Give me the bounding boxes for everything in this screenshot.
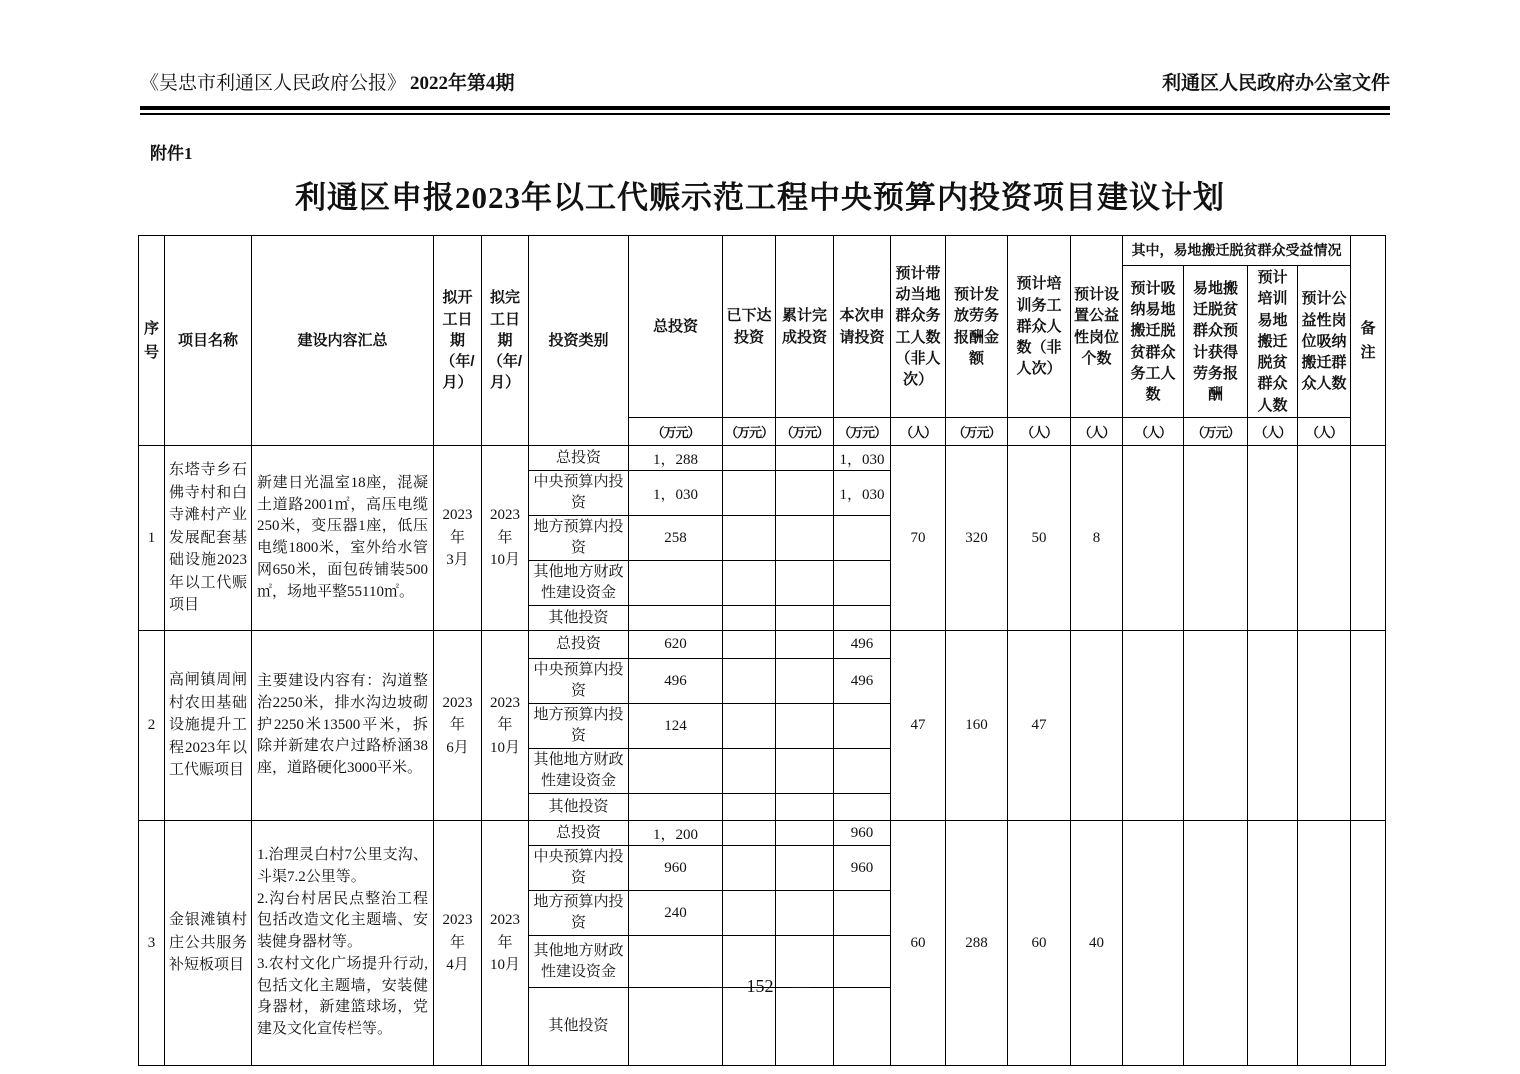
local-workers-value: 70 bbox=[891, 446, 946, 631]
gazette-issue: 2022年第4期 bbox=[410, 73, 515, 94]
date-line: 10月 bbox=[489, 739, 520, 756]
unit-relocated-posts: （人） bbox=[1298, 418, 1351, 446]
trained-workers-value: 47 bbox=[1008, 631, 1071, 821]
date-line: 6月 bbox=[446, 739, 469, 756]
issued-investment-value bbox=[723, 704, 776, 749]
cumulative-investment-value bbox=[776, 794, 834, 821]
total-investment-value bbox=[629, 606, 723, 631]
col-header-welfare-posts: 预计设置公益性岗位个数 bbox=[1071, 236, 1123, 418]
project-name: 东塔寺乡石佛寺村和白寺滩村产业发展配套基础设施2023年以工代赈项目 bbox=[165, 446, 252, 631]
investment-type: 其他投资 bbox=[529, 606, 629, 631]
investment-type: 地方预算内投资 bbox=[529, 516, 629, 561]
project-name: 高闸镇周闸村农田基础设施提升工程2023年以工代赈项目 bbox=[165, 631, 252, 821]
cumulative-investment-value bbox=[776, 631, 834, 659]
relocated-remuneration-value bbox=[1184, 446, 1248, 631]
date-line: 10月 bbox=[489, 552, 520, 569]
issued-investment-value bbox=[723, 891, 776, 936]
masthead-right: 利通区人民政府办公室文件 bbox=[1161, 73, 1390, 94]
unit-trained-workers: （人） bbox=[1008, 418, 1071, 446]
date-line: 2023年 bbox=[490, 694, 520, 734]
welfare-posts-value bbox=[1071, 631, 1123, 821]
header-rule bbox=[140, 106, 1390, 115]
relocated-remuneration-value bbox=[1184, 631, 1248, 821]
applied-investment-value: 1，030 bbox=[834, 446, 891, 471]
cumulative-investment-value bbox=[776, 606, 834, 631]
total-investment-value bbox=[629, 794, 723, 821]
cumulative-investment-value bbox=[776, 471, 834, 516]
applied-investment-value bbox=[834, 561, 891, 606]
project-row-group-2 bbox=[139, 631, 1386, 821]
investment-type: 地方预算内投资 bbox=[529, 704, 629, 749]
investment-type: 地方预算内投资 bbox=[529, 891, 629, 936]
date-line: 2023年 bbox=[442, 912, 473, 951]
col-header-local-workers: 预计带动当地群众务工人数（非人次） bbox=[891, 236, 946, 418]
unit-total-investment: （万元） bbox=[629, 418, 723, 446]
issued-investment-value bbox=[723, 749, 776, 794]
investment-type: 总投资 bbox=[529, 631, 629, 659]
investment-type: 中央预算内投资 bbox=[529, 471, 629, 516]
total-investment-value bbox=[629, 561, 723, 606]
local-workers-value: 60 bbox=[891, 821, 946, 1066]
col-header-seq bbox=[139, 236, 165, 446]
unit-cumulative-completed: （万元） bbox=[776, 418, 834, 446]
labor-remuneration-value: 160 bbox=[946, 631, 1008, 821]
content-line: 3.农村文化广场提升行动,包括文化主题墙，安装健身器材，新建篮球场，党建及文化宣传栏等。 bbox=[257, 955, 428, 1038]
cumulative-investment-value bbox=[776, 659, 834, 704]
col-header-relocated-benefit-group: 其中，易地搬迁脱贫群众受益情况 bbox=[1123, 236, 1351, 266]
col-header-construction-summary: 建设内容汇总 bbox=[252, 236, 434, 446]
total-investment-value: 1，288 bbox=[629, 446, 723, 471]
issued-investment-value bbox=[723, 446, 776, 471]
project-content bbox=[252, 631, 434, 821]
date-line: 2023年 bbox=[490, 507, 520, 546]
col-header-labor-remuneration: 预计发放劳务报酬金额 bbox=[946, 236, 1008, 418]
total-investment-value bbox=[629, 749, 723, 794]
col-header-investment-category: 投资类别 bbox=[529, 236, 629, 446]
issued-investment-value bbox=[723, 794, 776, 821]
col-header-relocated-posts: 预计公益性岗位吸纳搬迁群众人数 bbox=[1298, 266, 1351, 418]
applied-investment-value: 1，030 bbox=[834, 471, 891, 516]
applied-investment-value: 960 bbox=[834, 846, 891, 891]
project-seq: 3 bbox=[139, 821, 165, 1066]
applied-investment-value: 496 bbox=[834, 631, 891, 659]
unit-relocated-remuneration: （万元） bbox=[1184, 418, 1248, 446]
project-seq: 2 bbox=[139, 631, 165, 821]
unit-issued-investment: （万元） bbox=[723, 418, 776, 446]
trained-workers-value: 50 bbox=[1008, 446, 1071, 631]
relocated-workers-value bbox=[1123, 631, 1184, 821]
local-workers-value: 47 bbox=[891, 631, 946, 821]
investment-type: 其他地方财政性建设资金 bbox=[529, 936, 629, 988]
unit-current-application: （万元） bbox=[834, 418, 891, 446]
unit-relocated-trained: （人） bbox=[1248, 418, 1298, 446]
applied-investment-value bbox=[834, 749, 891, 794]
col-header-seq-label: 序号 bbox=[143, 319, 159, 361]
remarks-value bbox=[1351, 821, 1386, 1066]
col-header-planned-finish-date: 拟完工日期（年/月） bbox=[482, 236, 529, 446]
issued-investment-value bbox=[723, 516, 776, 561]
table-row bbox=[139, 446, 1386, 471]
content-line: 2.沟台村居民点整治工程包括改造文化主题墙、安装健身器材等。 bbox=[257, 890, 428, 951]
cumulative-investment-value bbox=[776, 516, 834, 561]
investment-type: 其他地方财政性建设资金 bbox=[529, 749, 629, 794]
project-name: 金银滩镇村庄公共服务补短板项目 bbox=[165, 821, 252, 1066]
issued-investment-value bbox=[723, 821, 776, 846]
applied-investment-value bbox=[834, 794, 891, 821]
date-line: 3月 bbox=[446, 552, 469, 569]
cumulative-investment-value bbox=[776, 988, 834, 1066]
page-number: — 152 — bbox=[710, 976, 810, 996]
issued-investment-value bbox=[723, 606, 776, 631]
total-investment-value: 620 bbox=[629, 631, 723, 659]
project-start-date bbox=[434, 821, 482, 1066]
project-finish-date bbox=[482, 446, 529, 631]
date-line: 4月 bbox=[446, 957, 469, 974]
investment-type: 总投资 bbox=[529, 446, 629, 471]
cumulative-investment-value bbox=[776, 704, 834, 749]
cumulative-investment-value bbox=[776, 749, 834, 794]
applied-investment-value bbox=[834, 891, 891, 936]
col-header-total-investment: 总投资 bbox=[629, 236, 723, 418]
relocated-workers-value bbox=[1123, 821, 1184, 1066]
total-investment-value: 124 bbox=[629, 704, 723, 749]
project-row-group-3 bbox=[139, 821, 1386, 1066]
unit-labor-remuneration: （万元） bbox=[946, 418, 1008, 446]
applied-investment-value bbox=[834, 704, 891, 749]
investment-type: 中央预算内投资 bbox=[529, 659, 629, 704]
remarks-value bbox=[1351, 446, 1386, 631]
date-line: 2023年 bbox=[490, 912, 520, 951]
investment-type: 其他投资 bbox=[529, 988, 629, 1066]
masthead-left bbox=[140, 72, 515, 97]
welfare-posts-value: 8 bbox=[1071, 446, 1123, 631]
applied-investment-value bbox=[834, 988, 891, 1066]
relocated-posts-value bbox=[1298, 631, 1351, 821]
investment-type: 其他地方财政性建设资金 bbox=[529, 561, 629, 606]
col-header-remarks bbox=[1351, 236, 1386, 446]
col-header-current-application-investment: 本次申请投资 bbox=[834, 236, 891, 418]
col-header-relocated-remuneration: 易地搬迁脱贫群众预计获得劳务报酬 bbox=[1184, 266, 1248, 418]
total-investment-value: 960 bbox=[629, 846, 723, 891]
total-investment-value: 1，200 bbox=[629, 821, 723, 846]
issued-investment-value bbox=[723, 659, 776, 704]
investment-type: 其他投资 bbox=[529, 794, 629, 821]
labor-remuneration-value: 288 bbox=[946, 821, 1008, 1066]
issued-investment-value bbox=[723, 631, 776, 659]
relocated-workers-value bbox=[1123, 446, 1184, 631]
date-line: 10月 bbox=[489, 957, 520, 974]
project-seq: 1 bbox=[139, 446, 165, 631]
col-header-relocated-trained: 预计培训易地搬迁脱贫群众人数 bbox=[1248, 266, 1298, 418]
attachment-label: 附件1 bbox=[150, 144, 193, 163]
trained-workers-value: 60 bbox=[1008, 821, 1071, 1066]
col-header-remarks-label: 备注 bbox=[1360, 319, 1376, 361]
content-line: 主要建设内容有：沟道整治2250米，排水沟边坡砌护2250米13500平米，拆除并新建农户过路桥涵38座，道路硬化3000平米。 bbox=[257, 673, 428, 777]
investment-plan-table bbox=[138, 235, 1386, 1066]
project-content bbox=[252, 821, 434, 1066]
page-title: 利通区申报2023年以工代赈示范工程中央预算内投资项目建议计划 bbox=[295, 180, 1225, 215]
total-investment-value: 258 bbox=[629, 516, 723, 561]
cumulative-investment-value bbox=[776, 846, 834, 891]
cumulative-investment-value bbox=[776, 561, 834, 606]
applied-investment-value: 496 bbox=[834, 659, 891, 704]
cumulative-investment-value bbox=[776, 821, 834, 846]
applied-investment-value bbox=[834, 516, 891, 561]
relocated-posts-value bbox=[1298, 821, 1351, 1066]
issued-investment-value bbox=[723, 846, 776, 891]
issued-investment-value bbox=[723, 471, 776, 516]
welfare-posts-value: 40 bbox=[1071, 821, 1123, 1066]
investment-type: 总投资 bbox=[529, 821, 629, 846]
col-header-issued-investment: 已下达投资 bbox=[723, 236, 776, 418]
col-header-project-name: 项目名称 bbox=[165, 236, 252, 446]
project-content bbox=[252, 446, 434, 631]
content-line: 新建日光温室18座，混凝土道路2001㎡，高压电缆250米，变压器1座，低压电缆1800米，室外给水管网650米，面包砖铺装500㎡，场地平整55110㎡。 bbox=[257, 474, 428, 600]
applied-investment-value bbox=[834, 606, 891, 631]
unit-welfare-posts: （人） bbox=[1071, 418, 1123, 446]
applied-investment-value: 960 bbox=[834, 821, 891, 846]
relocated-trained-value bbox=[1248, 821, 1298, 1066]
total-investment-value: 240 bbox=[629, 891, 723, 936]
table-row bbox=[139, 631, 1386, 659]
issued-investment-value bbox=[723, 988, 776, 1066]
cumulative-investment-value bbox=[776, 446, 834, 471]
project-start-date bbox=[434, 631, 482, 821]
relocated-posts-value bbox=[1298, 446, 1351, 631]
date-line: 2023年 bbox=[442, 507, 473, 546]
unit-relocated-workers: （人） bbox=[1123, 418, 1184, 446]
labor-remuneration-value: 320 bbox=[946, 446, 1008, 631]
relocated-trained-value bbox=[1248, 631, 1298, 821]
col-header-planned-start-date: 拟开工日期（年/月） bbox=[434, 236, 482, 446]
project-start-date bbox=[434, 446, 482, 631]
relocated-trained-value bbox=[1248, 446, 1298, 631]
issued-investment-value bbox=[723, 561, 776, 606]
date-line: 2023年 bbox=[442, 694, 473, 734]
cumulative-investment-value bbox=[776, 891, 834, 936]
col-header-relocated-workers: 预计吸纳易地搬迁脱贫群众务工人数 bbox=[1123, 266, 1184, 418]
content-line: 1.治理灵白村7公里支沟、斗渠7.2公里等。 bbox=[257, 847, 428, 885]
col-header-trained-workers: 预计培训务工群众人数（非人次） bbox=[1008, 236, 1071, 418]
table-row bbox=[139, 821, 1386, 846]
masthead bbox=[140, 72, 1390, 97]
col-header-cumulative-completed-investment: 累计完成投资 bbox=[776, 236, 834, 418]
project-row-group-1 bbox=[139, 446, 1386, 631]
gazette-title: 《吴忠市利通区人民政府公报》 bbox=[140, 73, 407, 94]
remarks-value bbox=[1351, 631, 1386, 821]
total-investment-value: 496 bbox=[629, 659, 723, 704]
unit-local-workers: （人） bbox=[891, 418, 946, 446]
project-finish-date bbox=[482, 821, 529, 1066]
total-investment-value: 1，030 bbox=[629, 471, 723, 516]
investment-type: 中央预算内投资 bbox=[529, 846, 629, 891]
total-investment-value bbox=[629, 988, 723, 1066]
relocated-remuneration-value bbox=[1184, 821, 1248, 1066]
project-finish-date bbox=[482, 631, 529, 821]
